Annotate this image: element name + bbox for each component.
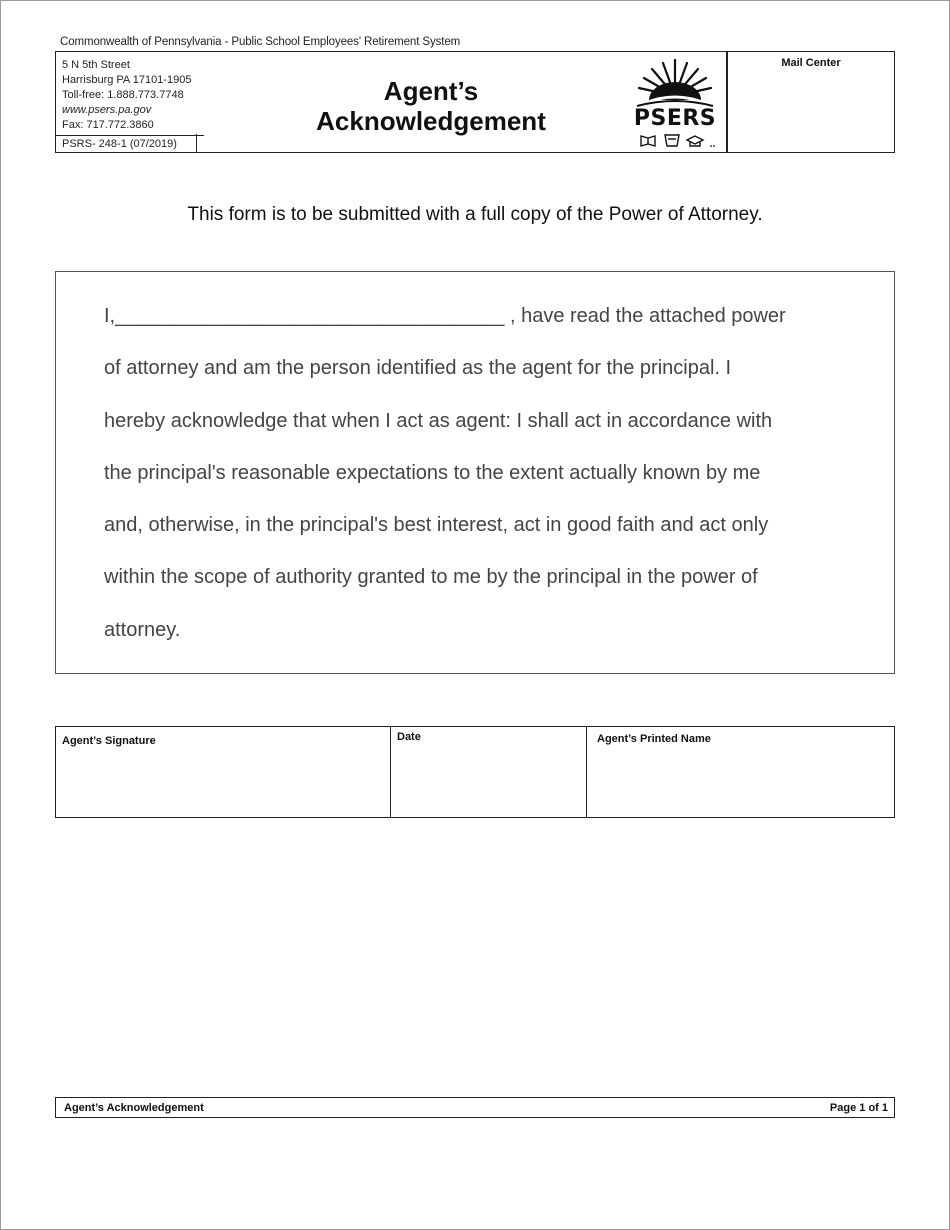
logo-text: PSERS bbox=[633, 106, 717, 131]
acknowledgement-box bbox=[55, 271, 895, 674]
page-title bbox=[296, 76, 566, 136]
ack-line: the principal's reasonable expectations to the extent actually known by me bbox=[104, 461, 761, 484]
website-link[interactable]: www.psers.pa.gov bbox=[62, 104, 152, 116]
agent-signature-field[interactable] bbox=[56, 727, 391, 817]
address-city: Harrisburg PA 17101-1905 bbox=[62, 74, 192, 86]
agent-printed-name-label: Agent’s Printed Name bbox=[597, 733, 711, 745]
form-id: PSRS- 248-1 (07/2019) bbox=[56, 135, 204, 152]
title-line-2: Acknowledgement bbox=[316, 106, 546, 136]
submission-instructions: This form is to be submitted with a full copy of the Power of Attorney. bbox=[187, 204, 763, 225]
ack-line: and, otherwise, in the principal's best interest, act in good faith and act only bbox=[104, 514, 769, 537]
footer-form-name: Agent’s Acknowledgement bbox=[64, 1102, 204, 1114]
tollfree-phone: Toll-free: 1.888.773.7748 bbox=[62, 89, 184, 101]
divider bbox=[196, 134, 197, 152]
signature-table bbox=[55, 726, 895, 818]
psers-logo bbox=[629, 56, 721, 150]
mail-center-label: Mail Center bbox=[781, 57, 841, 69]
page-number: Page 1 of 1 bbox=[829, 1102, 888, 1114]
page-footer bbox=[55, 1097, 895, 1118]
ack-line: attorney. bbox=[104, 618, 181, 641]
sunburst-icon bbox=[629, 56, 721, 150]
date-label: Date bbox=[397, 731, 421, 743]
date-field[interactable] bbox=[391, 727, 587, 817]
agent-signature-label: Agent’s Signature bbox=[62, 735, 156, 747]
ack-line: hereby acknowledge that when I act as agent: I shall act in accordance with bbox=[104, 409, 773, 432]
ack-line-agent-name[interactable]: I,___________________________________ , have read the attached power bbox=[104, 305, 786, 327]
title-line-1: Agent’s bbox=[383, 76, 479, 106]
agent-printed-name-field[interactable] bbox=[587, 727, 892, 817]
agency-name: Commonwealth of Pennsylvania - Public School Employees' Retirement System bbox=[60, 36, 461, 48]
form-header bbox=[55, 51, 895, 153]
address-street: 5 N 5th Street bbox=[62, 59, 130, 71]
address-block bbox=[62, 58, 192, 150]
acknowledgement-text bbox=[104, 290, 874, 656]
fax-number: Fax: 717.772.3860 bbox=[62, 119, 154, 131]
ack-line: of attorney and am the person identified as the agent for the principal. I bbox=[104, 357, 732, 380]
ack-line: within the scope of authority granted to me by the principal in the power of bbox=[104, 566, 758, 589]
